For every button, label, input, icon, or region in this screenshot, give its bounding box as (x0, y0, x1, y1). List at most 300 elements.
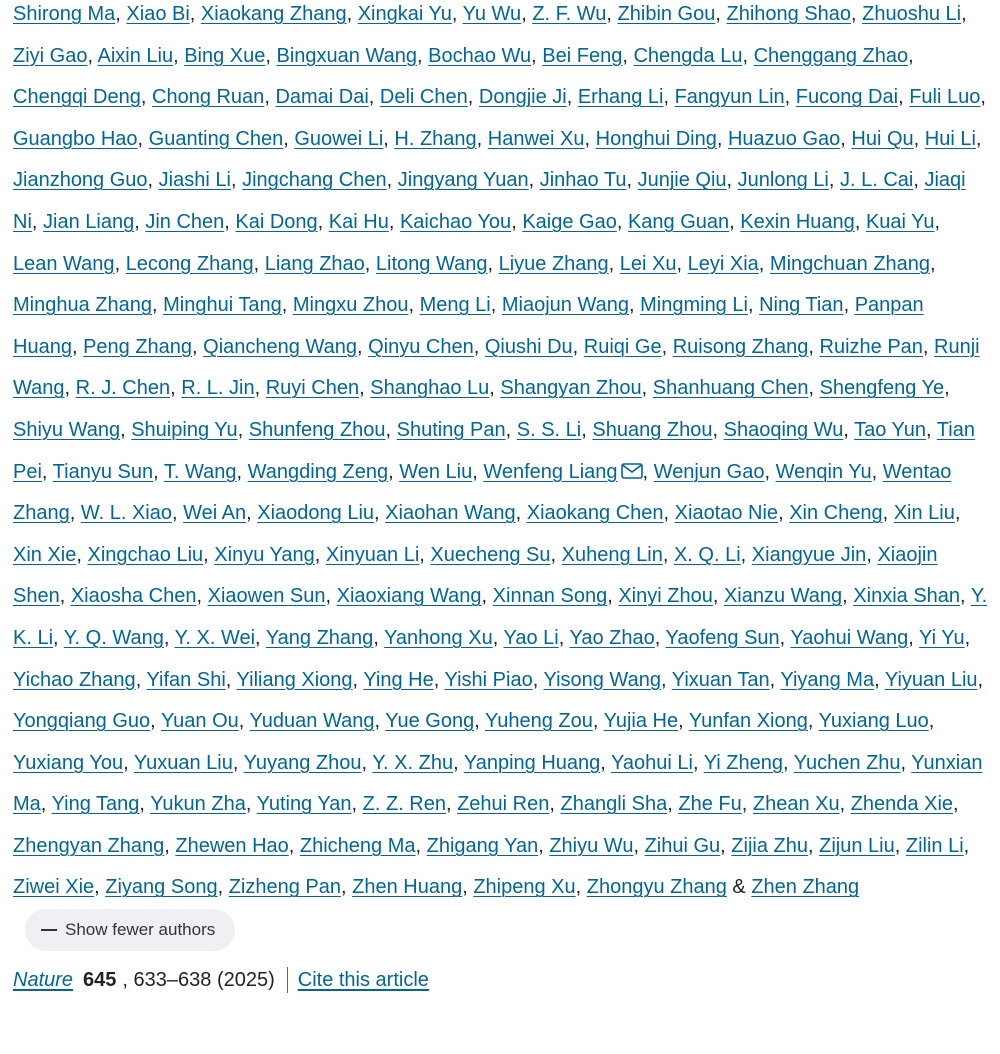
author-link[interactable]: X. Q. Li (673, 543, 741, 566)
author-link[interactable]: Zijun Liu (819, 834, 895, 857)
author-link[interactable]: Yichao Zhang (13, 668, 136, 691)
mail-icon[interactable] (621, 463, 643, 479)
author-separator: , (40, 793, 52, 816)
author-link[interactable]: Y. X. Wei (174, 626, 256, 649)
author-link[interactable]: Huazuo Gao (727, 127, 841, 150)
author-separator: , (238, 710, 250, 733)
author-separator: , (481, 585, 493, 608)
author-link[interactable]: Xiaosha Chen (70, 585, 197, 608)
author-link[interactable]: Yuyang Zhou (243, 751, 362, 774)
author-link[interactable]: Yunfan Xiong (688, 710, 808, 733)
author-link[interactable]: Yifan Shi (146, 668, 226, 691)
author-separator: , (908, 626, 920, 649)
author-separator: , (281, 294, 293, 317)
author-link[interactable]: Y. Q. Wang (63, 626, 164, 649)
author-link[interactable]: Shaoqing Wu (723, 418, 844, 441)
author-separator: , (784, 86, 796, 109)
author-link[interactable]: Miaojun Wang (501, 294, 629, 317)
journal-link[interactable]: Nature (13, 968, 74, 991)
author-separator: , (667, 793, 679, 816)
author-link[interactable]: R. J. Chen (75, 377, 171, 400)
author-link[interactable]: Wenjun Gao (653, 460, 765, 483)
author-separator: , (960, 585, 971, 608)
author-link[interactable]: Yi Zheng (703, 751, 784, 774)
author-link[interactable]: Yunxian Ma (13, 751, 983, 816)
author-link[interactable]: Xiaotao Nie (674, 502, 779, 525)
author-separator: , (490, 294, 502, 317)
author-separator: , (843, 294, 855, 317)
author-link[interactable]: H. Zhang (394, 127, 477, 150)
author-separator: , (120, 418, 132, 441)
author-separator: , (566, 86, 578, 109)
author-link[interactable]: Jingyang Yuan (397, 169, 529, 192)
author-link[interactable]: Hanwei Xu (487, 127, 585, 150)
author-separator: , (894, 834, 906, 857)
author-link[interactable]: Wei An (183, 502, 247, 525)
author-link[interactable]: Zhihong Shao (726, 3, 852, 25)
author-link[interactable]: Xiaokang Zhang (200, 3, 347, 25)
author-final-separator: & (726, 876, 752, 899)
author-separator: , (528, 169, 540, 192)
author-link[interactable]: Fucong Dai (795, 86, 899, 109)
author-link[interactable]: Hui Qu (851, 127, 914, 150)
author-separator: , (217, 876, 229, 899)
author-link[interactable]: Jian Liang (43, 210, 135, 233)
author-separator: , (662, 543, 674, 566)
author-separator: , (740, 543, 752, 566)
author-link[interactable]: Jinhao Tu (539, 169, 627, 192)
author-link[interactable]: Lean Wang (13, 252, 115, 275)
author-separator: , (900, 751, 912, 774)
author-link[interactable]: Junlong Li (737, 169, 829, 192)
author-link[interactable]: W. L. Xiao (80, 502, 172, 525)
author-separator: , (383, 127, 395, 150)
author-link[interactable]: Lecong Zhang (125, 252, 254, 275)
author-link[interactable]: Wangding Zeng (247, 460, 389, 483)
author-link[interactable]: Yiyuan Liu (884, 668, 978, 691)
author-link[interactable]: Yuxiang Luo (818, 710, 929, 733)
author-link[interactable]: Erhang Li (577, 86, 664, 109)
author-separator: , (807, 710, 819, 733)
author-link[interactable]: Ziyi Gao (13, 44, 88, 67)
author-separator: , (151, 294, 164, 317)
author-link[interactable]: Xin Liu (893, 502, 955, 525)
author-link[interactable]: Dongjie Ji (478, 86, 567, 109)
author-separator: , (661, 335, 673, 358)
author-separator: , (641, 377, 653, 400)
author-separator: , (549, 793, 561, 816)
author-link[interactable]: Chong Ruan (152, 86, 265, 109)
author-separator: , (419, 543, 431, 566)
author-link[interactable]: Zijia Zhu (731, 834, 808, 857)
author-link[interactable]: Zhicheng Ma (299, 834, 416, 857)
author-link[interactable]: Yang Zhang (265, 626, 374, 649)
author-link[interactable]: Honghui Ding (595, 127, 717, 150)
page-range-year: , 633–638 (2025) (122, 968, 275, 991)
author-link[interactable]: Kuai Yu (865, 210, 935, 233)
author-separator: , (170, 377, 182, 400)
author-separator: , (961, 3, 967, 25)
author-link[interactable]: Shirong Ma (13, 3, 116, 25)
author-link[interactable]: Xiaodong Liu (257, 502, 375, 525)
author-link[interactable]: Liang Zhao (264, 252, 365, 275)
author-link[interactable]: Chenggang Zhao (753, 44, 909, 67)
author-link[interactable]: Jingchang Chen (242, 169, 387, 192)
author-link[interactable]: Xiaokang Chen (526, 502, 664, 525)
author-link[interactable]: Shuting Pan (396, 418, 506, 441)
author-separator: , (550, 543, 562, 566)
author-separator: , (626, 169, 638, 192)
author-link[interactable]: Xin Cheng (789, 502, 883, 525)
author-separator: , (778, 502, 790, 525)
author-link[interactable]: Chengda Lu (633, 44, 743, 67)
author-link[interactable]: Ziyang Song (105, 876, 218, 899)
author-link[interactable]: Yao Li (503, 626, 559, 649)
author-separator: , (71, 335, 84, 358)
author-separator: , (196, 585, 208, 608)
author-link[interactable]: Kaichao You (399, 210, 512, 233)
author-separator: , (361, 751, 373, 774)
author-separator: , (325, 585, 337, 608)
author-separator: , (676, 252, 688, 275)
author-separator: , (851, 3, 863, 25)
author-link[interactable]: Zhe Fu (678, 793, 742, 816)
author-separator: , (453, 751, 464, 774)
author-link[interactable]: Yuheng Zou (484, 710, 593, 733)
author-link[interactable]: Ruisong Zhang (672, 335, 809, 358)
author-link[interactable]: Yaohui Wang (790, 626, 909, 649)
author-link[interactable]: Panpan Huang (13, 294, 924, 358)
author-link[interactable]: R. L. Jin (181, 377, 255, 400)
author-link[interactable]: Qiushi Du (484, 335, 573, 358)
author-separator: , (726, 169, 738, 192)
author-link[interactable]: Zhen Zhang (751, 876, 860, 899)
author-list (13, 0, 990, 951)
author-separator: , (928, 710, 935, 733)
author-separator: , (288, 834, 300, 857)
author-separator: , (692, 751, 704, 774)
author-link[interactable]: Shengfeng Ye (819, 377, 945, 400)
author-separator: , (255, 626, 266, 649)
author-separator: , (922, 335, 935, 358)
author-separator: , (415, 834, 427, 857)
author-link[interactable]: Yisong Wang (543, 668, 661, 691)
author-link[interactable]: Mingchuan Zhang (769, 252, 931, 275)
author-separator: , (373, 626, 385, 649)
author-link[interactable]: Bing Xue (184, 44, 266, 67)
author-link[interactable]: Yuxuan Liu (133, 751, 233, 774)
author-link[interactable]: Wenqin Yu (775, 460, 872, 483)
author-link[interactable]: Fangyun Lin (674, 86, 785, 109)
author-link[interactable]: Xinyi Zhou (618, 585, 713, 608)
author-link[interactable]: Ziwei Xie (13, 876, 95, 899)
author-link[interactable]: Yaofeng Sun (665, 626, 780, 649)
author-link[interactable]: Yuan Ou (160, 710, 239, 733)
author-link[interactable]: Yuting Yan (256, 793, 352, 816)
author-link[interactable]: Shanghao Lu (370, 377, 490, 400)
author-link[interactable]: J. L. Cai (839, 169, 914, 192)
author-separator: , (515, 502, 527, 525)
author-link[interactable]: Yixuan Tan (671, 668, 770, 691)
author-separator: , (489, 377, 501, 400)
author-link[interactable]: Yi Yu (919, 626, 965, 649)
author-link[interactable]: Mingming Li (640, 294, 748, 317)
author-link[interactable]: Guanting Chen (148, 127, 284, 150)
author-link[interactable]: Xiangyue Jin (751, 543, 867, 566)
author-separator: , (153, 460, 164, 483)
author-link[interactable]: Lei Xu (619, 252, 677, 275)
author-separator: , (712, 418, 724, 441)
author-link[interactable]: Zhiyu Wu (549, 834, 634, 857)
author-separator: , (607, 585, 619, 608)
author-link[interactable]: Deli Chen (379, 86, 468, 109)
author-link[interactable]: Yongqiang Guo (13, 710, 151, 733)
author-link[interactable]: Xianzu Wang (723, 585, 843, 608)
author-separator: , (135, 668, 147, 691)
author-separator: , (476, 127, 488, 150)
author-link[interactable]: Yujia He (603, 710, 679, 733)
volume-number: 645 (83, 968, 117, 991)
author-link[interactable]: Xinyu Yang (214, 543, 315, 566)
author-link[interactable]: Xinxia Shan (853, 585, 961, 608)
author-link[interactable]: Xiaowen Sun (207, 585, 326, 608)
author-separator: , (980, 86, 986, 109)
author-separator: , (584, 127, 596, 150)
author-separator: , (265, 44, 277, 67)
author-separator: , (660, 668, 672, 691)
author-separator: , (898, 86, 910, 109)
author-link[interactable]: Shanhuang Chen (652, 377, 809, 400)
author-link[interactable]: Zizheng Pan (228, 876, 341, 899)
author-separator: , (386, 169, 398, 192)
author-link[interactable]: Xinyuan Li (325, 543, 420, 566)
author-separator: , (140, 86, 152, 109)
author-link[interactable]: Litong Wang (375, 252, 488, 275)
author-link[interactable]: Ruiqi Ge (583, 335, 662, 358)
author-link[interactable]: Yiliang Xiong (236, 668, 353, 691)
author-link[interactable]: Guowei Li (294, 127, 384, 150)
author-link[interactable]: Zhenda Xie (850, 793, 954, 816)
author-link[interactable]: Meng Li (419, 294, 491, 317)
author-link[interactable]: Runji Wang (13, 335, 980, 400)
author-separator: , (977, 668, 984, 691)
author-link[interactable]: Jianzhong Guo (13, 169, 148, 192)
author-separator: , (232, 751, 244, 774)
author-link[interactable]: Kai Dong (235, 210, 318, 233)
author-link[interactable]: Xin Xie (13, 543, 77, 566)
author-link[interactable]: Tao Yun (854, 418, 927, 441)
author-link[interactable]: Shunfeng Zhou (248, 418, 386, 441)
author-separator: , (866, 543, 878, 566)
author-link[interactable]: Y. K. Li (13, 585, 988, 649)
author-separator: , (139, 793, 151, 816)
author-link[interactable]: Zihui Gu (644, 834, 721, 857)
author-link[interactable]: Yaohui Li (611, 751, 693, 774)
author-link[interactable]: Jiashi Li (158, 169, 231, 192)
author-link[interactable]: Zehui Ren (457, 793, 550, 816)
author-link[interactable]: Xinnan Song (492, 585, 608, 608)
author-link[interactable]: Wen Liu (399, 460, 473, 483)
author-link[interactable]: Bei Feng (542, 44, 623, 67)
author-link[interactable]: Yanhong Xu (384, 626, 493, 649)
author-separator: , (963, 834, 970, 857)
author-separator: , (474, 710, 485, 733)
author-separator: , (808, 834, 820, 857)
author-separator: , (134, 210, 146, 233)
author-link[interactable]: Yuxiang You (13, 751, 124, 774)
author-link[interactable]: Junjie Qiu (637, 169, 727, 192)
author-separator: , (356, 335, 369, 358)
author-link[interactable]: Zhengyan Zhang (13, 834, 165, 857)
author-link[interactable]: Wenfeng Liang (483, 460, 618, 483)
author-link[interactable]: Yue Gong (385, 710, 475, 733)
author-separator: , (123, 751, 134, 774)
author-separator: , (913, 169, 925, 192)
author-link[interactable]: Ying He (363, 668, 434, 691)
author-separator: , (492, 626, 504, 649)
author-link[interactable]: Bingxuan Wang (276, 44, 417, 67)
author-separator: , (581, 418, 593, 441)
author-separator: , (531, 44, 543, 67)
author-link[interactable]: Yuchen Zhu (793, 751, 901, 774)
author-link[interactable]: Y. X. Zhu (372, 751, 454, 774)
author-separator: , (114, 252, 126, 275)
author-separator: , (505, 418, 517, 441)
author-separator: , (150, 710, 161, 733)
author-link[interactable]: Wentao Zhang (13, 460, 952, 525)
author-link[interactable]: Qinyu Chen (368, 335, 474, 358)
author-link[interactable]: Shuiping Yu (131, 418, 238, 441)
author-separator: , (712, 585, 724, 608)
author-link[interactable]: Kang Guan (627, 210, 730, 233)
author-link[interactable]: Z. Z. Ren (362, 793, 446, 816)
author-link[interactable]: T. Wang (163, 460, 237, 483)
author-link[interactable]: Yishi Piao (444, 668, 533, 691)
author-link[interactable]: Kaige Gao (522, 210, 617, 233)
author-separator: , (747, 294, 760, 317)
author-link[interactable]: Z. F. Wu (532, 3, 607, 25)
author-separator: , (843, 418, 855, 441)
author-link[interactable]: Aixin Liu (97, 44, 174, 67)
author-link[interactable]: Zhongyu Zhang (586, 876, 727, 899)
author-separator: , (572, 335, 584, 358)
author-link[interactable]: Yanping Huang (463, 751, 601, 774)
author-link[interactable]: Yu Wu (462, 3, 522, 25)
author-link[interactable]: Qiancheng Wang (203, 335, 357, 358)
author-separator: , (741, 793, 753, 816)
author-link[interactable]: Jiaqi Ni (13, 169, 966, 233)
author-separator: , (558, 626, 570, 649)
author-link[interactable]: Ruyi Chen (265, 377, 360, 400)
author-link[interactable]: Xiaoxiang Wang (336, 585, 482, 608)
author-link[interactable]: Xingchao Liu (87, 543, 204, 566)
author-separator: , (236, 460, 248, 483)
author-separator: , (264, 86, 276, 109)
author-link[interactable]: Minghui Tang (163, 294, 282, 317)
author-link[interactable]: Guangbo Hao (13, 127, 138, 150)
author-link[interactable]: Xiao Bi (126, 3, 190, 25)
author-link[interactable]: Ruizhe Pan (819, 335, 923, 358)
author-link[interactable]: Zhangli Sha (560, 793, 668, 816)
author-link[interactable]: Chengqi Deng (13, 86, 141, 109)
author-separator: , (642, 460, 654, 483)
author-separator: , (462, 876, 474, 899)
author-separator: , (137, 127, 149, 150)
author-link[interactable]: Fuli Luo (909, 86, 981, 109)
author-separator: , (871, 460, 883, 483)
author-link[interactable]: Damai Dai (275, 86, 369, 109)
author-separator: , (451, 3, 463, 25)
author-separator: , (715, 3, 727, 25)
author-separator: , (628, 294, 641, 317)
author-link[interactable]: Jin Chen (145, 210, 225, 233)
author-link[interactable]: Zhigang Yan (426, 834, 539, 857)
author-separator: , (742, 44, 754, 67)
author-link[interactable]: Yao Zhao (569, 626, 655, 649)
author-separator: , (31, 210, 44, 233)
author-separator: , (975, 127, 982, 150)
author-link[interactable]: Tian Pei (13, 418, 975, 483)
author-link[interactable]: Leyi Xia (687, 252, 759, 275)
author-link[interactable]: Minghua Zhang (13, 294, 152, 317)
author-link[interactable]: Xuheng Lin (561, 543, 663, 566)
author-link[interactable]: Yiyang Ma (780, 668, 875, 691)
author-link[interactable]: S. S. Li (516, 418, 582, 441)
author-link[interactable]: Shangyan Zhou (500, 377, 642, 400)
author-link[interactable]: Mingxu Zhou (292, 294, 409, 317)
author-link[interactable]: Kexin Huang (740, 210, 855, 233)
author-link[interactable]: Bochao Wu (428, 44, 532, 67)
author-link[interactable]: Yukun Zha (150, 793, 246, 816)
author-link[interactable]: Xiaojin Shen (13, 543, 938, 608)
author-link[interactable]: Ying Tang (51, 793, 140, 816)
author-separator: , (779, 626, 791, 649)
author-separator: , (663, 86, 675, 109)
author-link[interactable]: Tianyu Sun (52, 460, 154, 483)
author-separator: , (94, 876, 106, 899)
author-link[interactable]: Xuecheng Su (430, 543, 551, 566)
author-link[interactable]: Ning Tian (759, 294, 844, 317)
author-link[interactable]: Zhibin Gou (617, 3, 716, 25)
author-link[interactable]: Zhean Xu (752, 793, 840, 816)
author-link[interactable]: Zhuoshu Li (862, 3, 962, 25)
author-link[interactable]: Xingkai Yu (357, 3, 452, 25)
author-link[interactable]: Liyue Zhang (498, 252, 609, 275)
author-separator: , (64, 377, 76, 400)
author-separator: , (359, 377, 371, 400)
show-fewer-authors-button[interactable] (25, 909, 235, 951)
author-separator: , (147, 169, 159, 192)
author-separator: , (351, 793, 363, 816)
author-separator: , (842, 585, 854, 608)
author-link[interactable]: Shuang Zhou (592, 418, 713, 441)
author-separator: , (53, 626, 64, 649)
author-link[interactable]: Zhipeng Xu (473, 876, 576, 899)
cite-this-article-link[interactable]: Cite this article (297, 968, 429, 991)
author-link[interactable]: Hui Li (924, 127, 976, 150)
author-separator: , (253, 252, 265, 275)
author-link[interactable]: Zhen Huang (352, 876, 463, 899)
author-link[interactable]: Zilin Li (905, 834, 964, 857)
author-link[interactable]: Zhewen Hao (175, 834, 289, 857)
author-link[interactable]: Yuduan Wang (249, 710, 375, 733)
author-link[interactable]: Xiaohan Wang (385, 502, 516, 525)
author-link[interactable]: Kai Hu (328, 210, 389, 233)
author-link[interactable]: Shiyu Wang (13, 418, 121, 441)
author-link[interactable]: Peng Zhang (83, 335, 193, 358)
author-separator: , (616, 210, 628, 233)
author-separator: , (173, 44, 185, 67)
